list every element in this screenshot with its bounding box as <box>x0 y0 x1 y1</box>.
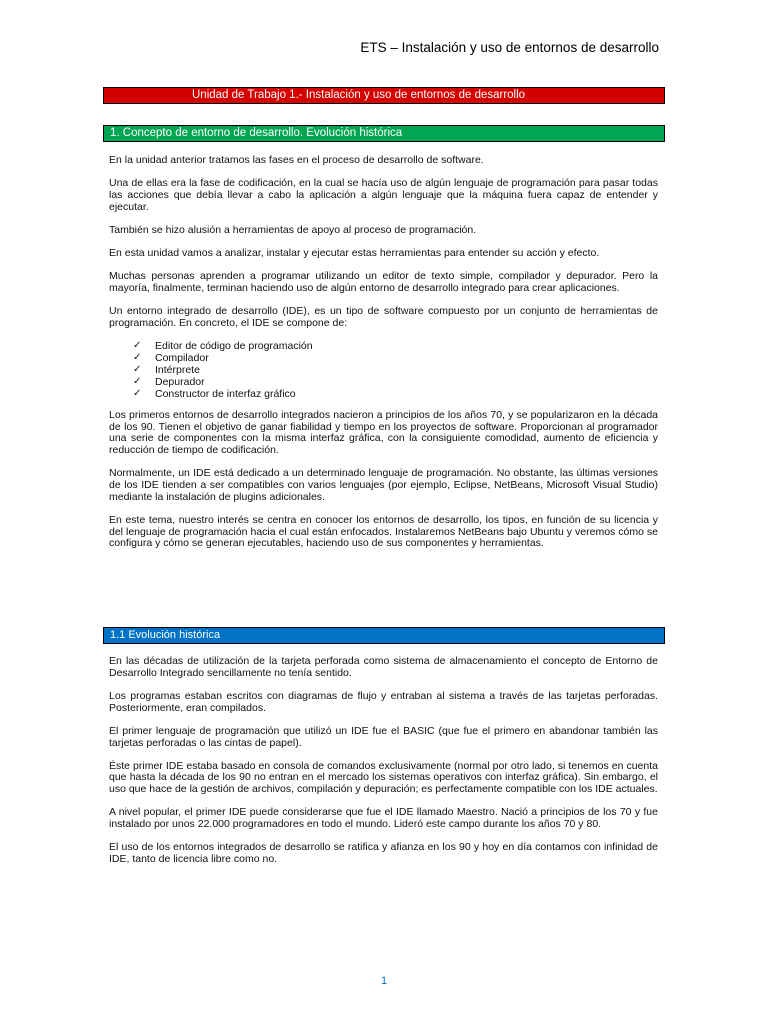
paragraph: Los programas estaban escritos con diagramas de flujo y entraban al sistema a través de las tarjetas perforadas. Posteriormente, eran compilados. <box>109 689 658 714</box>
checkmark-icon: ✓ <box>133 376 142 388</box>
paragraph: Una de ellas era la fase de codificación, en la cual se hacía uso de algún lenguaje de programación para pasar todas las acciones que debía llevar a cabo la aplicación a algún lenguaje que la máquina fuera capaz de entender y ejecutar. <box>109 177 658 213</box>
unit-title-bar: Unidad de Trabajo 1.- Instalación y uso de entornos de desarrollo <box>103 87 665 104</box>
checkmark-icon: ✓ <box>133 364 142 376</box>
section-1-body <box>109 155 658 562</box>
paragraph: El uso de los entornos integrados de desarrollo se ratifica y afianza en los 90 y hoy en día contamos con infinidad de IDE, tanto de licencia libre como no. <box>109 841 658 865</box>
paragraph: Muchas personas aprenden a programar utilizando un editor de texto simple, compilador y depurador. Pero la mayoría, finalmente, terminan haciendo uso de algún entorno de desarrollo integrado para crear aplicaciones. <box>109 270 658 294</box>
list-item-label: Editor de código de programación <box>155 340 313 353</box>
paragraph: Los primeros entornos de desarrollo integrados nacieron a principios de los años 70, y se popularizaron en la década de los 90. Tienen el objetivo de ganar fiabilidad y tiempo en los proyectos de software. Proporcionan al programador una serie de componentes con la misma interfaz gráfica, con la consiguiente comodidad, aumento de eficiencia y reducción de tiempo de codificación. <box>109 409 658 457</box>
list-item <box>133 388 658 400</box>
list-item-label: Intérprete <box>155 364 200 377</box>
list-item-label: Compilador <box>155 352 209 365</box>
checkmark-icon: ✓ <box>133 340 142 352</box>
paragraph: Éste primer IDE estaba basado en consola de comandos exclusivamente (normal por otro lado, si tenemos en cuenta que hasta la década de los 90 no entran en el mercado los sistemas operativos con interfaz gráfica). Sin embargo, el uso que hace de la gestión de archivos, compilación y depuración; es perfectamente compatible con los IDE actuales. <box>109 759 658 796</box>
section-2-body <box>109 656 658 877</box>
paragraph: Normalmente, un IDE está dedicado a un determinado lenguaje de programación. No obstante, las últimas versiones de los IDE tienden a ser compatibles con varios lenguajes (por ejemplo, Eclipse, NetBeans, Microsoft Visual Studio) mediante la instalación de plugins adicionales. <box>109 467 658 503</box>
section-heading-concepto: 1. Concepto de entorno de desarrollo. Evolución histórica <box>103 125 665 142</box>
paragraph: En esta unidad vamos a analizar, instalar y ejecutar estas herramientas para entender su acción y efecto. <box>109 247 600 260</box>
paragraph: En la unidad anterior tratamos las fases en el proceso de desarrollo de software. <box>109 154 484 166</box>
paragraph: Un entorno integrado de desarrollo (IDE), es un tipo de software compuesto por un conjunto de herramientas de programación. En concreto, el IDE se compone de: <box>109 305 658 329</box>
list-item-label: Depurador <box>155 376 205 389</box>
running-header: ETS – Instalación y uso de entornos de desarrollo <box>360 40 659 55</box>
ide-components-list <box>109 340 658 400</box>
list-item <box>133 352 658 364</box>
list-item <box>133 364 658 376</box>
paragraph: En este tema, nuestro interés se centra en conocer los entornos de desarrollo, los tipos, en función de su licencia y del lenguaje de programación hacia el cual están enfocados. Instalaremos NetBeans bajo Ubuntu y veremos cómo se configura y cómo se generan ejecutables, haciendo uso de sus componentes y herramientas. <box>109 513 658 550</box>
paragraph: El primer lenguaje de programación que utilizó un IDE fue el BASIC (que fue el primero en abandonar también las tarjetas perforadas o las cintas de papel). <box>109 724 658 749</box>
page-number: 1 <box>380 975 388 987</box>
list-item-label: Constructor de interfaz gráfico <box>155 388 296 401</box>
paragraph: A nivel popular, el primer IDE puede considerarse que fue el IDE llamado Maestro. Nació a principios de los 70 y fue instalado por unos 22.000 programadores en todo el mundo. Lideró este campo durante los años 70 y 80. <box>109 806 658 831</box>
checkmark-icon: ✓ <box>133 352 142 364</box>
paragraph: En las décadas de utilización de la tarjeta perforada como sistema de almacenamiento el concepto de Entorno de Desarrollo Integrado sencillamente no tenía sentido. <box>109 655 658 679</box>
list-item <box>133 376 658 388</box>
section-heading-evolucion: 1.1 Evolución histórica <box>103 627 665 644</box>
list-item <box>133 340 658 352</box>
checkmark-icon: ✓ <box>133 388 142 400</box>
paragraph: También se hizo alusión a herramientas de apoyo al proceso de programación. <box>109 223 477 236</box>
